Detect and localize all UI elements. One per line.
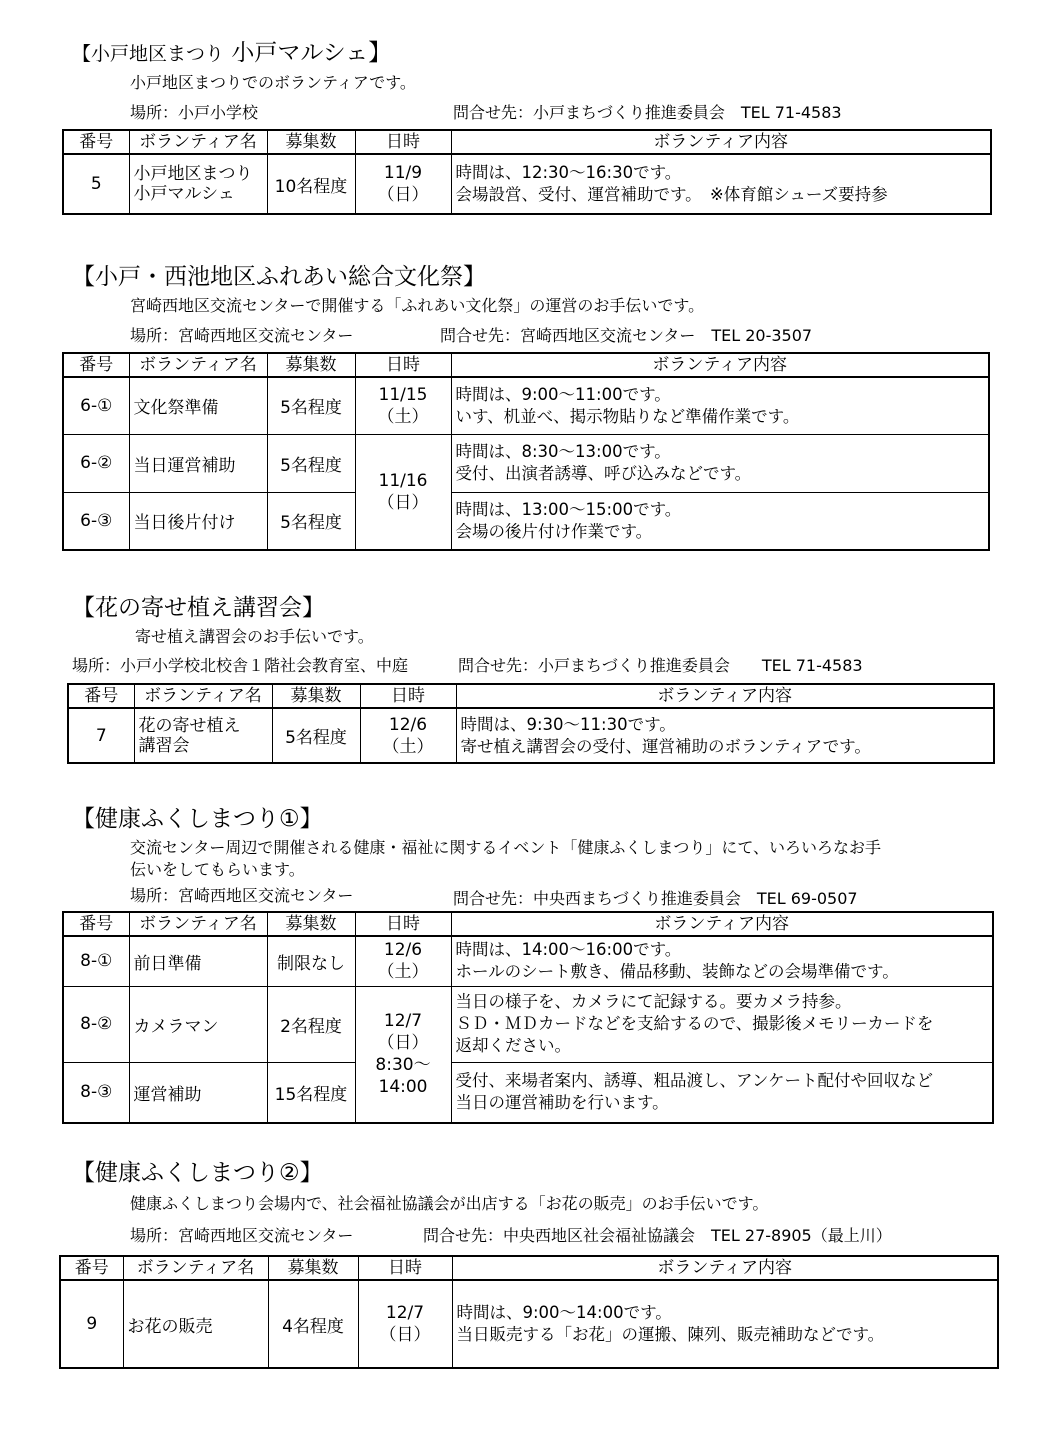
row-date: 11/9 （日） (355, 154, 451, 214)
section-desc-5: 小戸地区まつりでのボランティアです。 (130, 73, 416, 92)
row-date: 11/15 （土） (355, 377, 451, 434)
table-7 (67, 683, 995, 764)
row-content: 時間は、9:00～14:00です。 当日販売する「お花」の運搬、陳列、販売補助などです。 (452, 1280, 998, 1368)
header-name: ボランティア名 (134, 684, 272, 708)
header-count: 募集数 (267, 130, 355, 154)
table-row (63, 377, 989, 434)
section-contact-6: 問合せ先：宮崎西地区交流センター TEL 20-3507 (440, 326, 813, 345)
row-no: 5 (63, 154, 129, 214)
header-date: 日時 (355, 912, 451, 936)
section-desc-7: 寄せ植え講習会のお手伝いです。 (135, 627, 374, 646)
header-content: ボランティア内容 (452, 1256, 998, 1280)
header-content: ボランティア内容 (456, 684, 994, 708)
header-no: 番号 (60, 1256, 123, 1280)
row-name: カメラマン (129, 986, 267, 1062)
row-name: 花の寄せ植え 講習会 (134, 708, 272, 763)
row-count: 5名程度 (267, 377, 355, 434)
section-place-6: 場所：宮崎西地区交流センター (130, 326, 354, 345)
row-no: 8-② (63, 986, 129, 1062)
row-count: 4名程度 (268, 1280, 358, 1368)
header-content: ボランティア内容 (451, 130, 991, 154)
row-no: 6-① (63, 377, 129, 434)
row-content: 時間は、14:00～16:00です。 ホールのシート敷き、備品移動、装飾などの会場準備です。 (451, 936, 993, 986)
row-content: 時間は、12:30～16:30です。 会場設営、受付、運営補助です。 ※体育館シューズ要持参 (451, 154, 991, 214)
row-count: 10名程度 (267, 154, 355, 214)
row-name: 当日後片付け (129, 492, 267, 550)
row-no: 6-② (63, 434, 129, 492)
header-no: 番号 (68, 684, 134, 708)
section-title-8: 【健康ふくしまつり①】 (72, 806, 323, 832)
section-place-5: 場所：小戸小学校 (130, 103, 259, 122)
row-content: 時間は、9:00～11:00です。 いす、机並べ、掲示物貼りなど準備作業です。 (451, 377, 989, 434)
row-date: 12/6 （土） (360, 708, 456, 763)
row-count: 5名程度 (272, 708, 360, 763)
row-content: 時間は、13:00～15:00です。 会場の後片付け作業です。 (451, 492, 989, 550)
table-row (63, 154, 991, 214)
row-count: 制限なし (267, 936, 355, 986)
header-date: 日時 (360, 684, 456, 708)
row-content: 時間は、8:30～13:00です。 受付、出演者誘導、呼び込みなどです。 (451, 434, 989, 492)
section-place-9: 場所：宮崎西地区交流センター (130, 1226, 354, 1245)
section-contact-9: 問合せ先：中央西地区社会福祉協議会 TEL 27-8905（最上川） (423, 1226, 892, 1245)
header-date: 日時 (355, 130, 451, 154)
row-no: 7 (68, 708, 134, 763)
row-count: 15名程度 (267, 1062, 355, 1123)
row-no: 9 (60, 1280, 123, 1368)
section-title-9: 【健康ふくしまつり②】 (72, 1160, 323, 1186)
header-count: 募集数 (267, 353, 355, 377)
row-date: 12/6 （土） (355, 936, 451, 986)
header-name: ボランティア名 (129, 130, 267, 154)
row-content: 受付、来場者案内、誘導、粗品渡し、アンケート配付や回収など 当日の運営補助を行います。 (451, 1062, 993, 1123)
header-count: 募集数 (268, 1256, 358, 1280)
header-count: 募集数 (267, 912, 355, 936)
row-date: 11/16 （日） (355, 434, 451, 550)
row-content: 時間は、9:30～11:30です。 寄せ植え講習会の受付、運営補助のボランティアです。 (456, 708, 994, 763)
row-name: 運営補助 (129, 1062, 267, 1123)
header-no: 番号 (63, 353, 129, 377)
header-no: 番号 (63, 130, 129, 154)
row-name: 文化祭準備 (129, 377, 267, 434)
table-6 (62, 352, 990, 551)
section-title-5: 【小戸地区まつり 小戸マルシェ】 (72, 40, 392, 66)
section-desc-8-line2: 伝いをしてもらいます。 (130, 860, 305, 879)
table-row (60, 1280, 998, 1368)
table-row (63, 986, 993, 1062)
header-date: 日時 (355, 353, 451, 377)
row-date: 12/7 （日） (358, 1280, 452, 1368)
row-name: 前日準備 (129, 936, 267, 986)
table-row (63, 936, 993, 986)
header-date: 日時 (358, 1256, 452, 1280)
header-count: 募集数 (272, 684, 360, 708)
row-name: お花の販売 (123, 1280, 268, 1368)
table-row (68, 708, 994, 763)
table-8 (62, 911, 994, 1124)
section-desc-8-line1: 交流センター周辺で開催される健康・福祉に関するイベント「健康ふくしまつり」にて、いろいろなお手 (130, 838, 882, 857)
header-name: ボランティア名 (129, 912, 267, 936)
section-contact-7: 問合せ先：小戸まちづくり推進委員会 TEL 71-4583 (458, 656, 863, 675)
header-content: ボランティア内容 (451, 353, 989, 377)
section-title-6: 【小戸・西池地区ふれあい総合文化祭】 (72, 264, 486, 290)
section-desc-9: 健康ふくしまつり会場内で、社会福祉協議会が出店する「お花の販売」のお手伝いです。 (130, 1194, 769, 1213)
table-9 (59, 1255, 999, 1369)
section-place-8: 場所：宮崎西地区交流センター (130, 886, 354, 905)
row-content: 当日の様子を、カメラにて記録する。要カメラ持参。 ＳＤ・ＭＤカードなどを支給するので、撮影後メモリーカードを 返却ください。 (451, 986, 993, 1062)
table-row (63, 434, 989, 492)
row-count: 2名程度 (267, 986, 355, 1062)
header-no: 番号 (63, 912, 129, 936)
table-row (63, 492, 989, 550)
section-contact-5: 問合せ先：小戸まちづくり推進委員会 TEL 71-4583 (453, 103, 842, 122)
section-place-7: 場所：小戸小学校北校舎１階社会教育室、中庭 (72, 656, 409, 675)
table-row (63, 1062, 993, 1123)
row-no: 6-③ (63, 492, 129, 550)
header-name: ボランティア名 (129, 353, 267, 377)
row-name: 小戸地区まつり 小戸マルシェ (129, 154, 267, 214)
section-title-7: 【花の寄せ植え講習会】 (72, 595, 325, 621)
table-5 (62, 129, 992, 215)
row-count: 5名程度 (267, 434, 355, 492)
header-content: ボランティア内容 (451, 912, 993, 936)
section-desc-6: 宮崎西地区交流センターで開催する「ふれあい文化祭」の運営のお手伝いです。 (130, 296, 705, 315)
row-no: 8-① (63, 936, 129, 986)
row-name: 当日運営補助 (129, 434, 267, 492)
row-date: 12/7 （日） 8:30～ 14:00 (355, 986, 451, 1123)
header-name: ボランティア名 (123, 1256, 268, 1280)
section-contact-8: 問合せ先：中央西まちづくり推進委員会 TEL 69-0507 (453, 889, 858, 908)
row-count: 5名程度 (267, 492, 355, 550)
row-no: 8-③ (63, 1062, 129, 1123)
